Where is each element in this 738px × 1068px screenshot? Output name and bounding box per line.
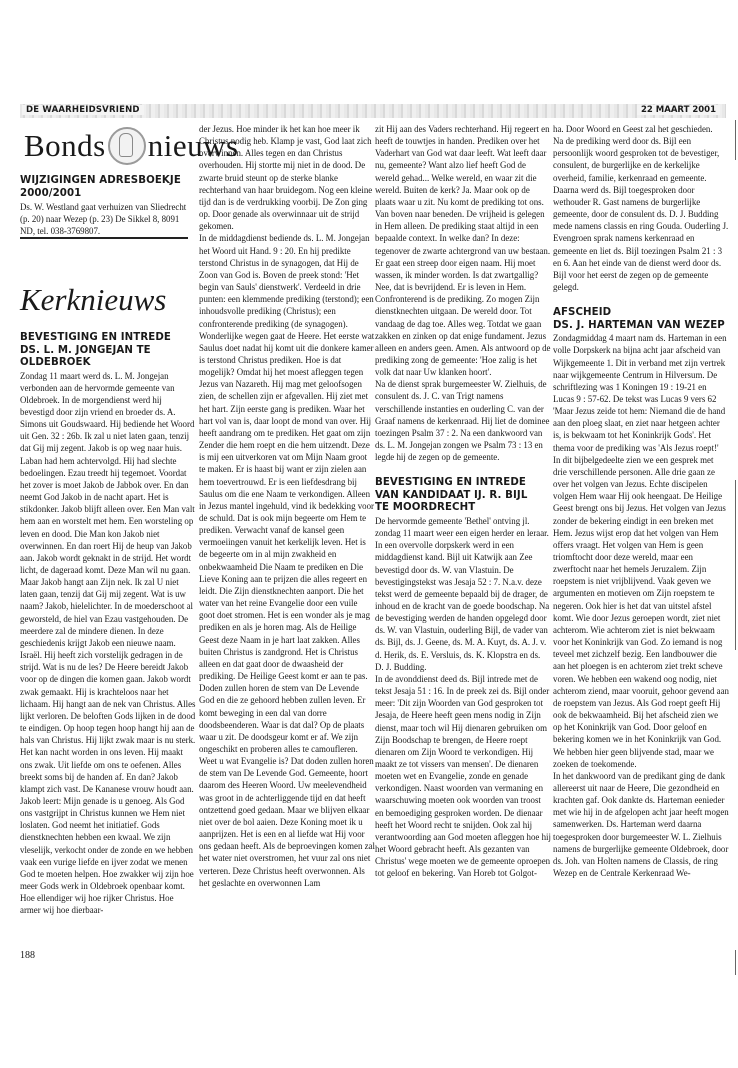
column-4 xyxy=(553,123,729,879)
page-number: 188 xyxy=(20,950,35,961)
article-jongejan-col1 xyxy=(20,332,196,917)
article-heading: AFSCHEID xyxy=(553,307,612,319)
article-body: De hervormde gemeente 'Bethel' ontving jl. zondag 11 maart weer een eigen herder en leraar. In een overvolle dorpskerk werd in een middagdienst kand. Bijl uit Katwijk aan Zee bevestigd door ds. W. van Vlastuin. De bevestigingstekst was Jesaja 52 : 7. N.a.v. deze tekst werd de gemeente bepaald bij de drager, de inhoud en de kracht van de goede boodschap. Na de bevestiging werden de handen opgelegd door ds. W. van Vlastuin, ouderling Bijl, de vader van ds. Bijl, ds. J. Geene, ds. M. A. Kuyt, ds. A. J. v. d. Herik, ds. E. Versluis, ds. K. Klopstra en ds. D. J. Budding. xyxy=(375,515,550,672)
article-body: In dit bijbelgedeelte zien we een gesprek met drie verschillende personen. Alle drie gaan ze over het volgen van Jezus. Echte discipelen volgen Hem waar Hij ook heengaat. De Heilige Geest brengt ons bij Jezus. Het volgen van Jezus zonder de bekering eindigt in een breken met Hem. Jezus wijst erop dat het volgen van Hem offers vraagt. Het volgen van Hem is geen triomftocht door deze wereld, maar een zwerftocht naar het hemels Jeruzalem. Zijn roepstem is niet vrijblijvend. Vaak geven we argumenten en motieven om Zijn roepstem te negeren. Ook hier is het dat van uitstel afstel komt. Wie door Jezus geroepen wordt, ziet niet achterom. Wie achterom ziet is niet bekwaam voor het Koninkrijk van God. Zo iemand is nog teveel met zichzelf bezig. Een landbouwer die aan het ploegen is en achterom ziet trekt scheve voren. We hebben een wakend oog nodig, niet achterom ziend, maar vooruit, gehoor gevend aan de roepstem van Jezus. Als God roept geeft Hij ook de bekwaamheid. Bij het afscheid zien we op het Koninkrijk van God. Door geloof en bekering komen we in het Koninkrijk van God. We hebben hier geen blijvende stad, maar we zoeken de toekomende. xyxy=(553,454,729,769)
kerknieuws-title: Kerknieuws xyxy=(20,282,167,317)
article-heading: BEVESTIGING EN INTREDE xyxy=(20,332,171,343)
article-body: In de avonddienst deed ds. Bijl intrede met de tekst Jesaja 51 : 16. In de preek zei ds. Bijl onder meer: 'Dit zijn Woorden van God gesproken tot Jesaja, de Heere heeft geen mens nodig in Zijn dienst, maar toch wil Hij dienaren gebruiken om Zijn Boodschap te brengen, de Heere roept dienaren om Zijn Woord te verkondigen. Hij maakt ze tot vissers van mensen'. De dienaren moeten wet en Evangelie, zonde en genade verkondigen. Naast woorden van vermaning en waarschuwing moeten ook woorden van troost en bemoediging gesproken worden. De dienaar heeft het Woord recht te snijden. Ook zal hij verantwoording aan God moeten afleggen hoe hij het Woord gebracht heeft. Als gezanten van Christus' wege moeten we de gemeente oproepen tot geloof en bekering. Van Horeb tot Golgot- xyxy=(375,673,551,879)
article-heading: BEVESTIGING EN INTREDE xyxy=(375,477,526,489)
article-jongejan-col2 xyxy=(199,123,375,889)
article-body: Na de prediking werd door ds. Bijl een persoonlijk woord gesproken tot de bevestiger, consulent, de burgerlijke en de kerkelijke overheid, familie, kerkenraad en gemeente. Daarna werd ds. Bijl toegesproken door wethouder R. Gast namens de burgerlijke gemeente, door de consulent ds. D. J. Budding mede namens classis en ring Gouda. Ouderling J. Evengroen sprak namens kerkenraad en gemeente en liet ds. Bijl toezingen Psalm 21 : 3 en 6. Aan het einde van de dienst werd door ds. Bijl voor het eerst de zegen op de gemeente gelegd. xyxy=(553,136,729,293)
article-subheading: VAN KANDIDAAT IJ. R. BIJL xyxy=(375,489,528,501)
scan-edge-mark xyxy=(735,120,736,160)
article-body: Zondagmiddag 4 maart nam ds. Harteman in een volle Dorpskerk na bijna acht jaar afscheid van Wijkgemeente 1. Dit in verband met zijn vertrek naar wijkgemeente Centrum in Hilversum. De schriftlezing was 1 Koningen 19 : 19-21 en Lucas 9 : 57-62. De tekst was Lucas 9 vers 62 'Maar Jezus zeide tot hem: Niemand die de hand aan den ploeg slaat, en ziet naar hetgeen achter is, is bekwaam tot het Koninkrijk Gods'. Het thema voor de prediking was 'Als Jezus roept!' xyxy=(553,333,727,453)
article-body: Na de dienst sprak burgemeester W. Zielhuis, de consulent ds. J. C. van Trigt namens verschillende instanties en ouderling C. van der Graaf namens de kerkenraad. Hij liet de dominee toezingen Psalm 37 : 2. Na een dankwoord van ds. L. M. Jongejan zongen we Psalm 73 : 13 en legde hij de zegen op de gemeente. xyxy=(375,379,550,463)
article-subheading: DS. L. M. JONGEJAN TE OLDEBROEK xyxy=(20,344,151,368)
issue-date: 22 MAART 2001 xyxy=(637,105,720,115)
section-divider xyxy=(20,237,188,239)
article-body: In de middagdienst bediende ds. L. M. Jongejan het Woord uit Hand. 9 : 20. En hij predikte terstond Christus in de synagogen, dat Hij de Zoon van God is. Boven de preek stond: 'Het begin van Sauls' dienstwerk'. Verdeeld in drie punten: een klemmende prediking (terstond); een inhoudsvolle prediking (Christus); een confronterende prediking (de synagogen). Wonderlijke wegen gaat de Heere. Het eerste wat Saulus doet nadat hij komt uit die donkere kamer is terstond Christus prediken. Hoe is dat mogelijk? Omdat hij het moest afleggen tegen Jezus van Nazareth. Hij mag met geloofsogen zien, de schellen zijn er afgevallen. Hij ziet met het hart. Zijn eerste gang is prediken. Waar het hart vol van is, daar loopt de mond van over. Hij heeft aandrang om te prediken. Het gaat om zijn Zender die hem roept en die hem uitzendt. Deze is mij een uitverkoren vat om Mijn Naam groot te maken. Er is haast bij want er zijn zielen aan hem toevertrouwd. Er is een liefdesdrang bij Saulus om die ene Naam te verkondigen. Alleen in Jezus mantel ingehuld, vind ik bedekking voor de schuld. Dat is ook mijn begeerte om Hem te prediken. Verwacht vanaf de kansel geen vermoeiingen vanuit het kerkelijk leven. Het is de begeerte om in al mijn zwakheid en onbekwaamheid Die Naam te prediken en Die Lieve Koning aan te prijzen die alles regeert en leidt. Die Zijn dienstknechten aanport. Die het water van het reine Evangelie door een vuile goot doet stromen. Het is een wonder als je mag prediken en als je horen mag. Als de Heilige Geest deze Naam in je hart laat zakken. Alles buiten Christus is zandgrond. Het is Christus alleen en dat gaat door de dwaasheid der prediking. De Heilige Geest komt er aan te pas. Doden zullen horen de stem van De Levende God en die ze gehoord hebben zullen leven. Er komt beweging in een dal van dorre doodsbeenderen. Waar is dat dal? Op de plaats waar u zit. De doodsgeur komt er af. We zijn ongeschikt en proberen alles te camoufleren. Weet u wat Evangelie is? Dat doden zullen horen de stem van De Levende God. Gemeente, hoort daarom des Heeren Woord. Uw meelevendheid was groot in de achterliggende tijd en dat heeft ontzettend goed gedaan. Maar we blijven elkaar niet over de bol aaien. Deze Koning moet ik u aanprijzen. Het is een en al liefde wat Hij voor ons gedaan heeft. Als de beproevingen komen zal het water niet overstromen, het vuur zal ons niet verteren. Deze Christus heeft overwonnen. Als het geslachte en overwonnen Lam xyxy=(199,233,375,888)
section-heading: WIJZIGINGEN ADRESBOEKJE xyxy=(20,175,181,186)
seal-emblem-icon xyxy=(108,127,146,165)
section-heading-year: 2000/2001 xyxy=(20,187,82,199)
publication-name: DE WAARHEIDSVRIEND xyxy=(22,105,144,115)
article-body: ha. Door Woord en Geest zal het geschieden. xyxy=(553,124,713,134)
masthead-title-right: nieuws xyxy=(147,128,239,163)
scan-edge-mark xyxy=(735,480,736,650)
scan-edge-mark xyxy=(735,950,736,975)
article-body: In het dankwoord van de predikant ging de dank allereerst uit naar de Heere, Die gezondheid en krachten gaf. Ook dankte ds. Harteman eenieder met wie hij in de afgelopen acht jaar heeft mogen samenwerken. Ds. Harteman werd daarna toegesproken door burgemeester W. L. Zielhuis namens de burgerlijke gemeente Oldebroek, door ds. Joh. van Holten namens de Classis, de ring Wezep en de Centrale Kerkenraad We- xyxy=(553,770,729,879)
article-body: zit Hij aan des Vaders rechterhand. Hij regeert en heeft de touwtjes in handen. Prediken over het Vaderhart van God wat daar leeft. Wat leeft daar nu, gemeente? Want alzo lief heeft God de wereld gehad... Welke wereld, en waar zit die wereld. Buiten de kerk? Ja. Maar ook op de plaats waar u zit. Nu komt de prediking tot ons. Van boven naar beneden. De vrijheid is gelegen in Hem alleen. De prediking staat altijd in een bepaalde context. In welke dan? In deze: tegenover de zwarte achtergrond van uw bestaan. Er gaat een streep door eigen naam. Hij moet wassen, ik minder worden. Is dat zwartgallig? Nee, dat is bevrijdend. Er is leven in Hem. Confronterend is de prediking. Zo mogen Zijn dienstknechten uitgaan. De wereld door. Tot vandaag de dag toe. Alles weg. Totdat we gaan zakken en zinken op dat enige fundament. Jezus alleen en anders geen. Amen. Als antwoord op de prediking zong de gemeente: 'Hoe zalig is het volk dat naar Uw klanken hoort'. xyxy=(375,124,551,378)
article-subheading: DS. J. HARTEMAN VAN WEZEP xyxy=(553,319,725,331)
column-3 xyxy=(375,123,551,880)
article-subheading: TE MOORDRECHT xyxy=(375,502,476,514)
masthead-title-left: Bonds xyxy=(24,128,106,163)
article-body: Zondag 11 maart werd ds. L. M. Jongejan verbonden aan de hervormde gemeente van Oldebroek. In de morgendienst werd hij bevestigd door zijn vriend en broeder ds. A. Simons uit Goudswaard. Hij bediende het Woord uit Gen. 32 : 26b. Ik zal u niet laten gaan, tenzij dat Gij mij zegent. Jakob is op weg naar huis. Laban had hem achtervolgd. Hij had slechte bedoelingen. Ezau treedt hij tegemoet. Voordat het zover is moet Jakob de Jabbok over. En dan neemt God Jakob in de nacht apart. Het is stikdonker. Jakob blijft alleen over. Een Man valt hem aan en worstelt met hem. Een worsteling op leven en dood. Die Man kon Jakob niet overwinnen. En dan roert Hij de heup van Jakob aan. Jakob wordt geknakt in de strijd. Het wordt licht, de dageraad komt. Deze Man wil nu gaan. Maar Jakob hangt aan Zijn nek. Ik zal U niet laten gaan, tenzij dat Gij mij zegent. Wat is uw naam? Jakob, hielelichter. In de moederschoot al geworsteld, de hiel van Ezau vastgehouden. De meerdere zal de mindere dienen. In deze geschiedenis krijgt Jakob een nieuwe naam. Israël. Hij heeft zich vorstelijk gedragen in de strijd. Wat is nu de les? De Heere bereidt Jakob voor op de dingen die komen gaan. Jakob wordt zwak gemaakt. Hij is krachteloos naar het lichaam. Hij hangt aan de nek van Christus. Alles lijkt verloren. De beloften Gods lijken in de dood te eindigen. Op hoop tegen hoop hangt hij aan de hals van Christus. Hij lijkt zwak maar is nu sterk. Het kan nacht worden in ons leven. Hij maakt ons zwak. Uit liefde om ons te oefenen. Alles breekt soms bij de handen af. En dan? Jakob klampt zich vast. De Kananese vrouw houdt aan. Jakob leert: Mijn genade is u genoeg. Als God ons vastgrijpt in Christus kunnen we Hem niet loslaten. God neemt het initiatief. Gods dienstknechten hebben een kwaal. We zijn vleselijk, verkocht onder de zonde en we hebben vaak een vurige liefde en ijver zodat we menen God te moeten helpen. Hoe zwakker wij zijn hoe meer Gods werk in Oldebroek openbaar komt. Hoe ellendiger wij hoe rijker Christus. Hoe armer wij hoe dierbaar- xyxy=(20,370,196,916)
address-change-text: Ds. W. Westland gaat verhuizen van Sliedrecht (p. 20) naar Wezep (p. 23) De Sikkel 8, 8091 ND, tel. 038-3769807. xyxy=(20,202,187,237)
column-1 xyxy=(20,175,196,237)
article-body: der Jezus. Hoe minder ik het kan hoe meer ik Christus nodig heb. Klamp je vast, God laat zich overwinnen. Alles tegen en dan Christus overhouden. Hij stortte mij niet in de dood. De zwarte bruid steunt op de sterke blanke rechterhand van haar bruidegom. Nog een kleine tijd dan is de verdrukking voorbij. De Zon ging op. Door genade als overwinnaar uit de strijd gekomen. xyxy=(199,124,373,232)
